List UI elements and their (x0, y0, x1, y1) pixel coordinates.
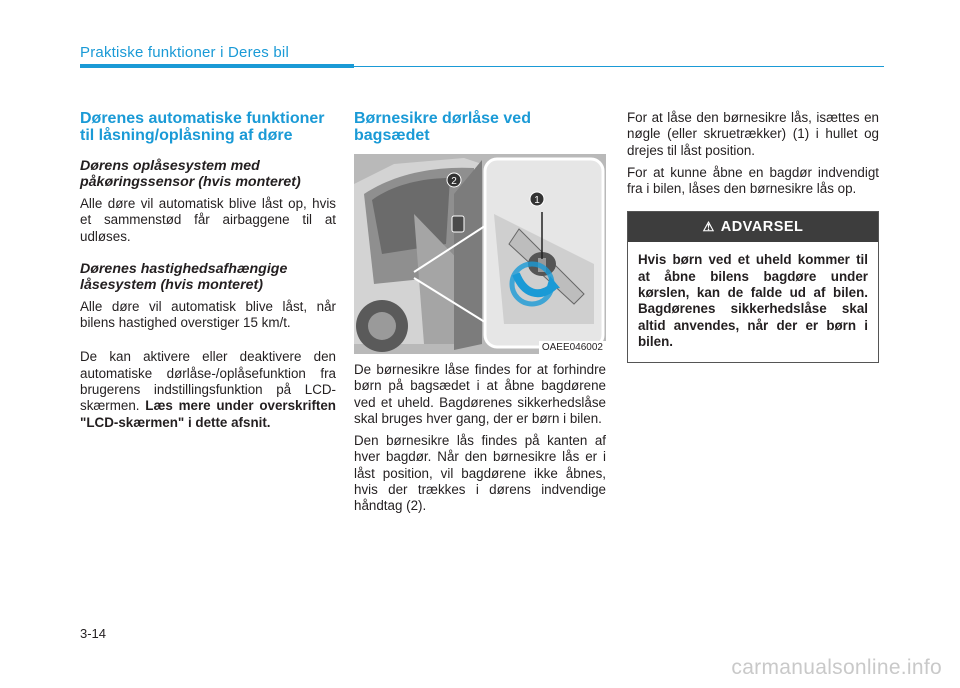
paragraph-lcd-settings (80, 349, 336, 430)
callout-2: 2 (451, 176, 457, 187)
paragraph-speed-lock: Alle døre vil automatisk blive låst, når bilens hastighed overstiger 15 km/t. (80, 298, 336, 331)
paragraph-unlock-procedure: For at kunne åbne en bagdør indvendigt fra i bilen, låses den børnesikre lås op. (627, 164, 879, 197)
column-3 (627, 110, 879, 363)
header-rule-thick (80, 64, 354, 68)
car-door-illustration (354, 154, 606, 354)
paragraph-child-lock-purpose: De børnesikre låse findes for at forhindre børn på bagsædet i at åbne bagdørene ved et uheld. Bagdørenes sikkerhedslåse skal bruges hver gang, der er børn i bilen. (354, 362, 606, 426)
header-rule-thin (354, 66, 884, 67)
paragraph-impact-unlock: Alle døre vil automatisk blive låst op, hvis et sammenstød får airbaggene til at udløses. (80, 196, 336, 244)
child-lock-illustration (354, 154, 606, 354)
section-heading-child-lock: Børnesikre dørlåse ved bagsædet (354, 110, 531, 144)
figure-code: OAEE046002 (539, 341, 606, 354)
callout-1: 1 (534, 195, 540, 206)
page-number: 3-14 (80, 626, 107, 641)
paragraph-child-lock-location: Den børnesikre lås findes på kanten af hver bagdør. Når den børnesikre lås er i låst position, vil bagdørene ikke åbnes, hvis der trækkes i dørens indvendige håndtag (2). (354, 433, 606, 514)
paragraph-lcd-reference: Læs mere under overskriften "LCD-skærmen" i dette afsnit. (80, 398, 336, 430)
paragraph-lcd-text: De kan aktivere eller deaktivere den automatiske dørlåse-/oplåsefunktion fra brugerens indstillingsfunktion på LCD-skærmen. (80, 349, 336, 414)
running-header: Praktiske funktioner i Deres bil (80, 44, 289, 61)
subheading-impact-unlock: Dørens oplåsesystem med påkøringssensor (hvis monteret) (80, 158, 301, 190)
warning-header (628, 212, 878, 242)
watermark: carmanualsonline.info (731, 656, 942, 679)
warning-box (627, 211, 879, 363)
column-1 (80, 110, 336, 431)
warning-title: ADVARSEL (720, 219, 804, 236)
warning-icon: ⚠ (702, 219, 715, 235)
subheading-speed-lock: Dørenes hastighedsafhængige låsesystem (hvis monteret) (80, 260, 288, 293)
paragraph-lock-procedure: For at låse den børnesikre lås, isættes en nøgle (eller skruetrækker) (1) i hullet og drejes til låst position. (627, 110, 879, 158)
section-heading-auto-lock: Dørenes automatiske funktioner til låsning/oplåsning af døre (80, 110, 325, 144)
column-2 (354, 110, 606, 515)
warning-text: Hvis børn ved et uheld kommer til at åbne bilens bagdøre under kørslen, kan de falde ud af bilen. Bagdørenes sikkerhedslåse skal altid anvendes, når der er børn i bilen. (638, 252, 868, 349)
